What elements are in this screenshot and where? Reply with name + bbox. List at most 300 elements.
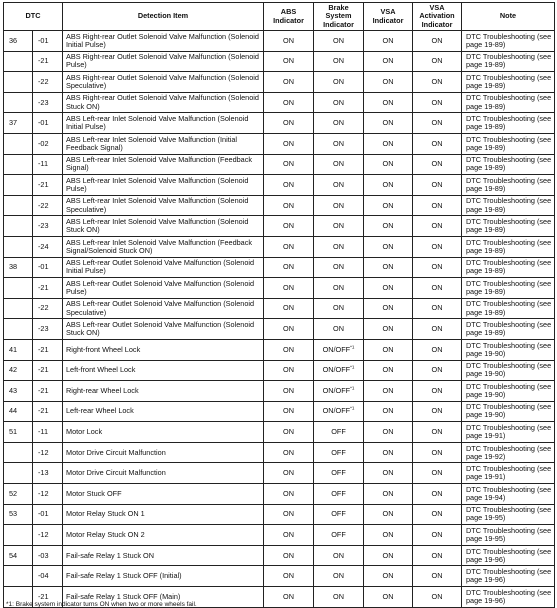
abs-indicator-cell <box>264 31 314 52</box>
sub-code-cell-text: -21 <box>38 344 49 354</box>
vsa-indicator-cell <box>364 484 413 505</box>
detection-item-cell-text: Motor Relay Stuck ON 2 <box>66 530 145 539</box>
abs-indicator-cell-text: ON <box>283 159 294 169</box>
footnote: *1: Brake system indicator turns ON when two or more wheels fail. <box>6 601 197 608</box>
vsa-indicator-cell <box>364 195 413 216</box>
vsa-activation-cell-text: ON <box>431 159 443 169</box>
note-cell <box>462 587 555 608</box>
detection-item-cell-text: Left-rear Wheel Lock <box>66 406 134 416</box>
abs-indicator-cell-text: ON <box>283 138 294 148</box>
brake-indicator-cell <box>314 587 364 608</box>
vsa-indicator-cell-text: ON <box>382 344 394 354</box>
sub-code-cell-text: -21 <box>38 282 49 292</box>
table-row <box>4 566 555 587</box>
abs-indicator-cell-text: ON <box>283 200 294 210</box>
abs-indicator-cell-text: ON <box>283 427 294 437</box>
detection-item-cell <box>63 442 264 463</box>
sub-code-cell-text: -21 <box>38 406 49 416</box>
vsa-activation-cell-text: ON <box>431 591 443 601</box>
brake-indicator-cell <box>314 113 364 134</box>
sub-code-cell <box>33 442 63 463</box>
brake-indicator-cell-text: OFF <box>331 530 346 539</box>
vsa-indicator-cell <box>364 216 413 237</box>
detection-item-cell-text: ABS Left-rear Outlet Solenoid Valve Malfunction (Solenoid Pulse) <box>66 278 255 296</box>
vsa-activation-cell <box>413 31 462 52</box>
brake-indicator-cell-text: ON <box>333 76 344 86</box>
vsa-activation-cell <box>413 484 462 505</box>
brake-indicator-cell <box>314 442 364 463</box>
vsa-indicator-cell-text: ON <box>382 118 394 128</box>
sub-code-cell <box>33 92 63 113</box>
detection-item-cell-text: ABS Left-rear Inlet Solenoid Valve Malfunction (Initial Feedback Signal) <box>66 134 238 152</box>
sub-code-cell <box>33 133 63 154</box>
vsa-indicator-cell <box>364 92 413 113</box>
brake-indicator-cell-text: ON/OFF <box>322 385 351 395</box>
detection-item-cell <box>63 92 264 113</box>
vsa-indicator-cell <box>364 566 413 587</box>
dtc-code-cell <box>4 545 33 566</box>
vsa-activation-cell-text: ON <box>431 303 443 313</box>
note-cell-text: DTC Troubleshooting (see page 19-89) <box>466 299 552 317</box>
note-cell <box>462 484 555 505</box>
dtc-code-cell <box>4 195 33 216</box>
detection-item-cell-text: Motor Stuck OFF <box>66 488 122 498</box>
note-cell-text: DTC Troubleshooting (see page 19-90) <box>466 361 552 379</box>
abs-indicator-cell-text: ON <box>283 550 294 560</box>
sub-code-cell <box>33 51 63 72</box>
vsa-indicator-cell <box>364 113 413 134</box>
table-row <box>4 339 555 360</box>
note-cell <box>462 92 555 113</box>
vsa-activation-cell-text: ON <box>431 138 443 148</box>
vsa-indicator-cell-text: ON <box>382 97 394 107</box>
vsa-indicator-cell <box>364 442 413 463</box>
vsa-indicator-cell-text: ON <box>382 159 394 169</box>
table-row <box>4 504 555 525</box>
brake-indicator-cell <box>314 31 364 52</box>
detection-item-cell-text: ABS Right-rear Outlet Solenoid Valve Malfunction (Solenoid Initial Pulse) <box>66 31 259 49</box>
table-row <box>4 381 555 402</box>
sub-code-cell-text: -01 <box>38 262 49 272</box>
detection-item-cell <box>63 339 264 360</box>
dtc-code-cell <box>4 236 33 257</box>
header-vsa-indicator: VSA Indicator <box>364 3 413 31</box>
note-cell-text: DTC Troubleshooting (see page 19-89) <box>466 196 552 214</box>
abs-indicator-cell-text: ON <box>283 571 294 581</box>
sub-code-cell-text: -21 <box>38 56 49 66</box>
note-cell <box>462 31 555 52</box>
vsa-activation-cell-text: ON <box>431 179 443 189</box>
detection-item-cell-text: ABS Left-rear Outlet Solenoid Valve Malfunction (Solenoid Initial Pulse) <box>66 258 255 276</box>
table-row <box>4 463 555 484</box>
dtc-code-cell <box>4 401 33 422</box>
dtc-code-cell <box>4 133 33 154</box>
vsa-indicator-cell-text: ON <box>382 509 394 519</box>
abs-indicator-cell <box>264 236 314 257</box>
dtc-code-cell-text: 36 <box>9 35 18 45</box>
footnote-marker: *1 <box>350 364 355 370</box>
detection-item-cell <box>63 484 264 505</box>
vsa-indicator-cell <box>364 175 413 196</box>
brake-indicator-cell <box>314 401 364 422</box>
abs-indicator-cell-text: ON <box>283 344 294 354</box>
vsa-indicator-cell-text: ON <box>382 447 394 457</box>
dtc-code-cell-text: 43 <box>9 385 18 395</box>
abs-indicator-cell-text: ON <box>283 365 294 375</box>
note-cell <box>462 257 555 278</box>
brake-indicator-cell <box>314 216 364 237</box>
vsa-indicator-cell-text: ON <box>382 571 394 581</box>
vsa-activation-cell-text: ON <box>431 56 443 66</box>
abs-indicator-cell <box>264 216 314 237</box>
detection-item-cell-text: ABS Left-rear Inlet Solenoid Valve Malfunction (Solenoid Initial Pulse) <box>66 114 249 132</box>
brake-indicator-cell <box>314 175 364 196</box>
header-dtc: DTC <box>4 3 63 31</box>
abs-indicator-cell-text: ON <box>283 97 294 107</box>
detection-item-cell <box>63 278 264 299</box>
note-cell-text: DTC Troubleshooting (see page 19-96) <box>466 567 552 585</box>
footnote-marker: *1 <box>350 385 355 391</box>
brake-indicator-cell <box>314 319 364 340</box>
vsa-indicator-cell-text: ON <box>382 385 394 395</box>
header-brake-system-indicator: Brake System Indicator <box>314 3 364 31</box>
table-row <box>4 484 555 505</box>
detection-item-cell <box>63 298 264 319</box>
detection-item-cell <box>63 401 264 422</box>
brake-indicator-cell <box>314 504 364 525</box>
sub-code-cell <box>33 72 63 93</box>
brake-indicator-cell <box>314 545 364 566</box>
abs-indicator-cell-text: ON <box>283 509 294 519</box>
vsa-activation-cell <box>413 113 462 134</box>
abs-indicator-cell-text: ON <box>283 76 294 86</box>
detection-item-cell <box>63 319 264 340</box>
note-cell <box>462 278 555 299</box>
vsa-indicator-cell-text: ON <box>382 282 394 292</box>
abs-indicator-cell-text: ON <box>283 303 294 313</box>
abs-indicator-cell <box>264 175 314 196</box>
abs-indicator-cell <box>264 195 314 216</box>
note-cell-text: DTC Troubleshooting (see page 19-89) <box>466 258 552 276</box>
note-cell <box>462 133 555 154</box>
vsa-indicator-cell <box>364 319 413 340</box>
note-cell-text: DTC Troubleshooting (see page 19-90) <box>466 381 552 399</box>
brake-indicator-cell-text: ON <box>333 241 344 251</box>
note-cell <box>462 422 555 443</box>
table-row <box>4 154 555 175</box>
brake-indicator-cell <box>314 339 364 360</box>
footnote-marker: *1 <box>350 344 355 350</box>
brake-indicator-cell <box>314 525 364 546</box>
abs-indicator-cell <box>264 298 314 319</box>
brake-indicator-cell-text: ON <box>333 200 344 210</box>
sub-code-cell <box>33 31 63 52</box>
dtc-code-cell <box>4 463 33 484</box>
sub-code-cell <box>33 216 63 237</box>
sub-code-cell-text: -11 <box>38 159 49 169</box>
vsa-indicator-cell-text: ON <box>382 241 394 251</box>
note-cell <box>462 175 555 196</box>
dtc-code-cell <box>4 360 33 381</box>
note-cell-text: DTC Troubleshooting (see page 19-89) <box>466 134 552 152</box>
brake-indicator-cell <box>314 463 364 484</box>
dtc-code-cell <box>4 381 33 402</box>
detection-item-cell <box>63 175 264 196</box>
vsa-activation-cell <box>413 72 462 93</box>
vsa-indicator-cell-text: ON <box>382 468 394 478</box>
brake-indicator-cell-text: ON <box>333 118 344 128</box>
vsa-indicator-cell-text: ON <box>382 221 394 231</box>
abs-indicator-cell-text: ON <box>283 468 294 478</box>
abs-indicator-cell-text: ON <box>283 447 294 457</box>
abs-indicator-cell <box>264 113 314 134</box>
note-cell <box>462 195 555 216</box>
detection-item-cell-text: Right-rear Wheel Lock <box>66 385 139 395</box>
sub-code-cell-text: -21 <box>38 179 49 189</box>
table-row <box>4 360 555 381</box>
abs-indicator-cell-text: ON <box>283 221 294 231</box>
brake-indicator-cell-text: ON <box>333 159 344 169</box>
vsa-indicator-cell <box>364 587 413 608</box>
dtc-code-cell <box>4 51 33 72</box>
table-row <box>4 133 555 154</box>
note-cell <box>462 298 555 319</box>
dtc-code-cell <box>4 257 33 278</box>
brake-indicator-cell-text: ON <box>333 303 344 313</box>
note-cell-text: DTC Troubleshooting (see page 19-89) <box>466 31 552 49</box>
vsa-activation-cell-text: ON <box>431 324 443 334</box>
note-cell <box>462 216 555 237</box>
vsa-activation-cell-text: ON <box>431 488 443 498</box>
vsa-indicator-cell <box>364 422 413 443</box>
detection-item-cell-text: ABS Left-rear Inlet Solenoid Valve Malfunction (Solenoid Speculative) <box>66 196 249 214</box>
brake-indicator-cell <box>314 298 364 319</box>
brake-indicator-cell-text: ON <box>333 179 344 189</box>
brake-indicator-cell-text: ON <box>333 324 344 334</box>
sub-code-cell <box>33 319 63 340</box>
vsa-activation-cell-text: ON <box>431 241 443 251</box>
vsa-indicator-cell <box>364 257 413 278</box>
vsa-indicator-cell <box>364 545 413 566</box>
note-cell-text: DTC Troubleshooting (see page 19-94) <box>466 484 552 502</box>
table-row <box>4 442 555 463</box>
detection-item-cell-text: ABS Right-rear Outlet Solenoid Valve Malfunction (Solenoid Stuck ON) <box>66 93 259 111</box>
brake-indicator-cell-text: ON <box>333 262 344 272</box>
vsa-activation-cell <box>413 154 462 175</box>
sub-code-cell <box>33 257 63 278</box>
vsa-indicator-cell-text: ON <box>382 35 394 45</box>
vsa-indicator-cell <box>364 31 413 52</box>
sub-code-cell <box>33 339 63 360</box>
abs-indicator-cell-text: ON <box>283 488 294 498</box>
note-cell-text: DTC Troubleshooting (see page 19-89) <box>466 217 552 235</box>
vsa-activation-cell <box>413 298 462 319</box>
vsa-activation-cell <box>413 360 462 381</box>
vsa-indicator-cell-text: ON <box>382 591 394 601</box>
table-row <box>4 31 555 52</box>
dtc-table <box>3 2 555 608</box>
vsa-activation-cell-text: ON <box>431 200 443 210</box>
abs-indicator-cell-text: ON <box>283 385 294 395</box>
abs-indicator-cell-text: ON <box>283 118 294 128</box>
vsa-indicator-cell <box>364 463 413 484</box>
detection-item-cell-text: Motor Lock <box>66 427 103 437</box>
sub-code-cell <box>33 566 63 587</box>
note-cell-text: DTC Troubleshooting (see page 19-89) <box>466 237 552 255</box>
vsa-activation-cell <box>413 339 462 360</box>
vsa-activation-cell <box>413 422 462 443</box>
sub-code-cell-text: -12 <box>38 488 49 498</box>
dtc-code-cell <box>4 92 33 113</box>
dtc-code-cell <box>4 339 33 360</box>
detection-item-cell <box>63 566 264 587</box>
vsa-activation-cell-text: ON <box>431 344 443 354</box>
dtc-code-cell-text: 51 <box>9 427 18 437</box>
brake-indicator-cell <box>314 51 364 72</box>
vsa-indicator-cell <box>364 339 413 360</box>
note-cell-text: DTC Troubleshooting (see page 19-89) <box>466 175 552 193</box>
table-row <box>4 51 555 72</box>
header-detection-item: Detection Item <box>63 3 264 31</box>
dtc-code-cell <box>4 72 33 93</box>
vsa-activation-cell <box>413 463 462 484</box>
brake-indicator-cell-text: ON <box>333 138 344 148</box>
vsa-activation-cell <box>413 566 462 587</box>
sub-code-cell-text: -21 <box>38 385 49 395</box>
abs-indicator-cell <box>264 504 314 525</box>
vsa-indicator-cell-text: ON <box>382 76 394 86</box>
vsa-indicator-cell <box>364 133 413 154</box>
header-abs-indicator: ABS Indicator <box>264 3 314 31</box>
abs-indicator-cell-text: ON <box>283 56 294 66</box>
detection-item-cell <box>63 422 264 443</box>
detection-item-cell-text: ABS Left-rear Outlet Solenoid Valve Malfunction (Solenoid Speculative) <box>66 299 255 317</box>
sub-code-cell-text: -04 <box>38 571 49 581</box>
vsa-activation-cell-text: ON <box>431 76 443 86</box>
abs-indicator-cell <box>264 278 314 299</box>
detection-item-cell-text: ABS Right-rear Outlet Solenoid Valve Malfunction (Solenoid Speculative) <box>66 72 259 90</box>
footnote-marker: *1 <box>350 406 355 412</box>
vsa-activation-cell <box>413 257 462 278</box>
brake-indicator-cell-text: ON <box>333 97 344 107</box>
table-row <box>4 545 555 566</box>
note-cell <box>462 154 555 175</box>
detection-item-cell-text: ABS Left-rear Outlet Solenoid Valve Malfunction (Solenoid Stuck ON) <box>66 320 255 338</box>
vsa-activation-cell-text: ON <box>431 282 443 292</box>
detection-item-cell <box>63 504 264 525</box>
note-cell <box>462 401 555 422</box>
note-cell-text: DTC Troubleshooting (see page 19-89) <box>466 72 552 90</box>
vsa-indicator-cell-text: ON <box>382 56 394 66</box>
note-cell-text: DTC Troubleshooting (see page 19-89) <box>466 52 552 70</box>
detection-item-cell-text: Motor Relay Stuck ON 1 <box>66 509 145 519</box>
table-row <box>4 175 555 196</box>
vsa-activation-cell <box>413 525 462 546</box>
note-cell-text: DTC Troubleshooting (see page 19-96) <box>466 587 552 605</box>
vsa-activation-cell-text: ON <box>431 509 443 519</box>
brake-indicator-cell <box>314 154 364 175</box>
abs-indicator-cell-text: ON <box>283 591 294 601</box>
brake-indicator-cell-text: ON <box>333 550 344 560</box>
vsa-activation-cell <box>413 319 462 340</box>
sub-code-cell-text: -22 <box>38 76 49 86</box>
abs-indicator-cell <box>264 422 314 443</box>
table-row <box>4 236 555 257</box>
vsa-indicator-cell-text: ON <box>382 365 394 375</box>
brake-indicator-cell <box>314 422 364 443</box>
dtc-code-cell-text: 54 <box>9 550 18 560</box>
vsa-activation-cell <box>413 545 462 566</box>
vsa-activation-cell-text: ON <box>431 447 443 457</box>
sub-code-cell-text: -21 <box>38 365 49 375</box>
table-row <box>4 92 555 113</box>
brake-indicator-cell-text: OFF <box>331 447 346 457</box>
note-cell-text: DTC Troubleshooting (see page 19-90) <box>466 402 552 420</box>
vsa-activation-cell-text: ON <box>431 385 443 395</box>
dtc-code-cell <box>4 298 33 319</box>
sub-code-cell-text: -12 <box>38 530 49 539</box>
vsa-activation-cell <box>413 236 462 257</box>
table-row <box>4 298 555 319</box>
note-cell <box>462 236 555 257</box>
brake-indicator-cell-text: OFF <box>331 468 346 478</box>
detection-item-cell-text: ABS Left-rear Inlet Solenoid Valve Malfunction (Feedback Signal/Solenoid Stuck ON) <box>66 237 253 255</box>
sub-code-cell <box>33 504 63 525</box>
detection-item-cell-text: Left-front Wheel Lock <box>66 365 136 375</box>
detection-item-cell-text: Motor Drive Circuit Malfunction <box>66 447 166 457</box>
abs-indicator-cell <box>264 339 314 360</box>
abs-indicator-cell <box>264 92 314 113</box>
brake-indicator-cell-text: OFF <box>331 509 346 519</box>
brake-indicator-cell <box>314 360 364 381</box>
detection-item-cell <box>63 154 264 175</box>
note-cell-text: DTC Troubleshooting (see page 19-91) <box>466 422 552 441</box>
note-cell <box>462 463 555 484</box>
abs-indicator-cell <box>264 360 314 381</box>
note-cell <box>462 525 555 546</box>
vsa-activation-cell-text: ON <box>431 406 443 416</box>
vsa-activation-cell <box>413 504 462 525</box>
table-body <box>4 31 555 608</box>
vsa-activation-cell-text: ON <box>431 468 443 478</box>
sub-code-cell-text: -23 <box>38 97 49 107</box>
abs-indicator-cell <box>264 463 314 484</box>
detection-item-cell <box>63 195 264 216</box>
note-cell <box>462 442 555 463</box>
detection-item-cell <box>63 545 264 566</box>
brake-indicator-cell <box>314 236 364 257</box>
dtc-code-cell <box>4 566 33 587</box>
dtc-code-cell <box>4 442 33 463</box>
note-cell <box>462 545 555 566</box>
vsa-indicator-cell-text: ON <box>382 406 394 416</box>
vsa-activation-cell-text: ON <box>431 365 443 375</box>
vsa-activation-cell-text: ON <box>431 427 443 437</box>
dtc-code-cell <box>4 278 33 299</box>
dtc-code-cell-text: 52 <box>9 488 18 498</box>
sub-code-cell-text: -23 <box>38 324 49 334</box>
note-cell <box>462 51 555 72</box>
vsa-activation-cell <box>413 442 462 463</box>
vsa-indicator-cell-text: ON <box>382 200 394 210</box>
abs-indicator-cell <box>264 442 314 463</box>
vsa-activation-cell <box>413 133 462 154</box>
note-cell-text: DTC Troubleshooting (see page 19-92) <box>466 443 552 461</box>
table-row <box>4 401 555 422</box>
abs-indicator-cell-text: ON <box>283 530 294 539</box>
sub-code-cell <box>33 545 63 566</box>
vsa-indicator-cell-text: ON <box>382 303 394 313</box>
